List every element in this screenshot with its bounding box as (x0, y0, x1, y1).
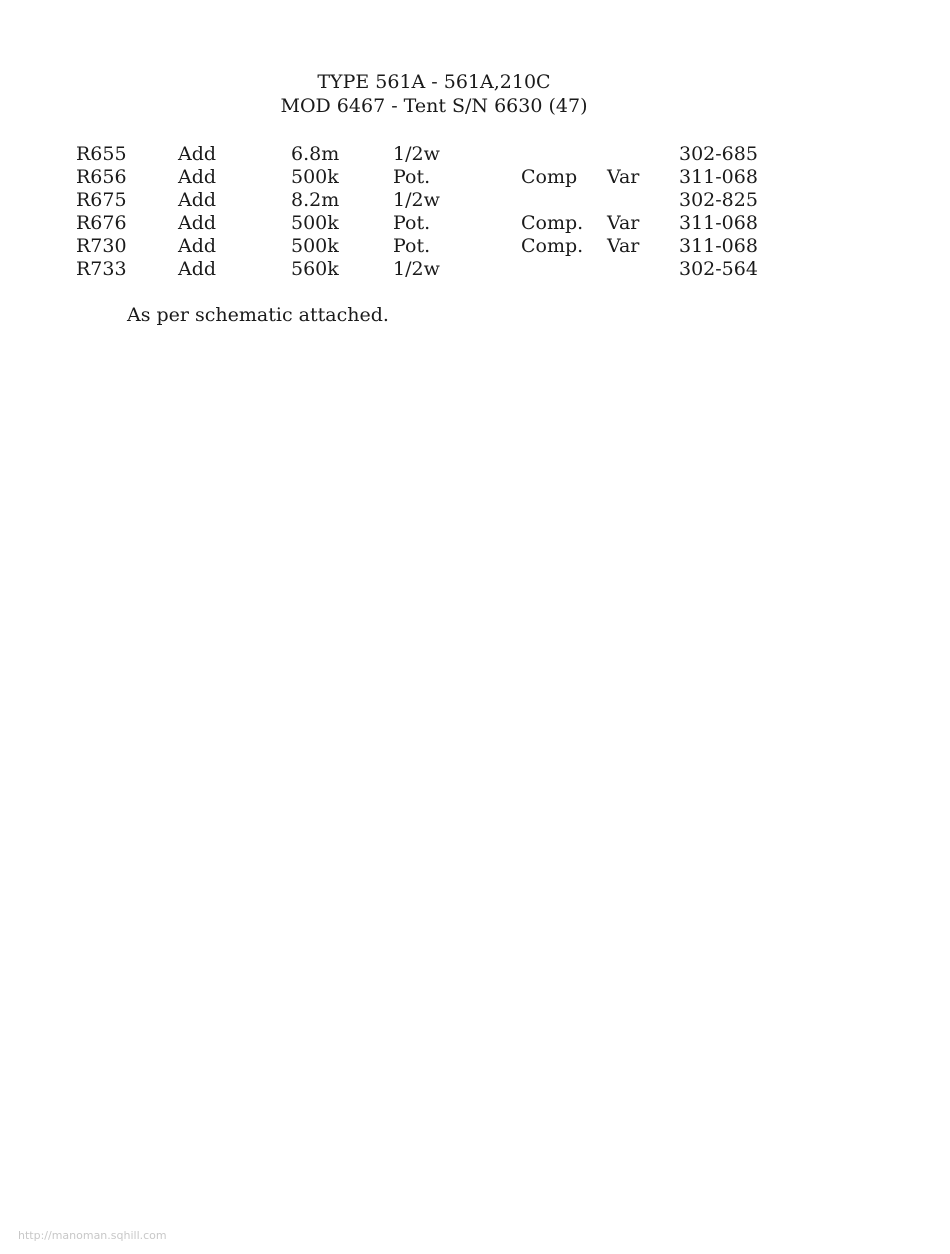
part-number: 311-068 (679, 166, 758, 188)
part-value: 560k (291, 258, 339, 280)
part-comp (521, 143, 607, 166)
part-value: 500k (291, 235, 339, 257)
part-var: Var (607, 166, 640, 188)
table-row (76, 258, 759, 281)
part-comp: Comp (521, 166, 578, 188)
table-row (76, 189, 759, 212)
part-number: 311-068 (679, 212, 758, 234)
header-title: TYPE 561A - 561A,210C (317, 71, 551, 93)
part-ref: R733 (76, 258, 127, 280)
part-type: Pot. (393, 212, 431, 234)
table-row (76, 212, 759, 235)
schematic-note: As per schematic attached. (127, 304, 389, 326)
table-row (76, 235, 759, 258)
part-type: 1/2w (393, 258, 440, 280)
part-comp: Comp. (521, 212, 584, 234)
part-ref: R655 (76, 143, 127, 165)
table-row (76, 166, 759, 189)
parts-table-body (76, 143, 759, 281)
part-ref: R656 (76, 166, 127, 188)
part-value: 500k (291, 166, 339, 188)
part-comp: Comp. (521, 235, 584, 257)
part-ref: R675 (76, 189, 127, 211)
part-number: 302-685 (679, 143, 758, 165)
part-ref: R730 (76, 235, 127, 257)
part-action: Add (178, 143, 217, 165)
part-comp (521, 258, 607, 281)
part-action: Add (178, 166, 217, 188)
table-row (76, 143, 759, 166)
part-value: 8.2m (291, 189, 340, 211)
part-type: Pot. (393, 166, 431, 188)
part-number: 302-564 (679, 258, 758, 280)
part-var (607, 258, 679, 281)
part-comp (521, 189, 607, 212)
part-var (607, 189, 679, 212)
part-type: 1/2w (393, 189, 440, 211)
parts-table (76, 143, 759, 281)
part-number: 311-068 (679, 235, 758, 257)
part-type: Pot. (393, 235, 431, 257)
part-action: Add (178, 212, 217, 234)
source-url: http://manoman.sqhill.com (18, 1229, 167, 1242)
part-var: Var (607, 235, 640, 257)
part-value: 6.8m (291, 143, 340, 165)
part-action: Add (178, 258, 217, 280)
part-var (607, 143, 679, 166)
part-ref: R676 (76, 212, 127, 234)
document-header (0, 70, 868, 118)
part-number: 302-825 (679, 189, 758, 211)
part-action: Add (178, 189, 217, 211)
part-var: Var (607, 212, 640, 234)
part-type: 1/2w (393, 143, 440, 165)
part-action: Add (178, 235, 217, 257)
header-subtitle: MOD 6467 - Tent S/N 6630 (47) (280, 95, 588, 117)
part-value: 500k (291, 212, 339, 234)
